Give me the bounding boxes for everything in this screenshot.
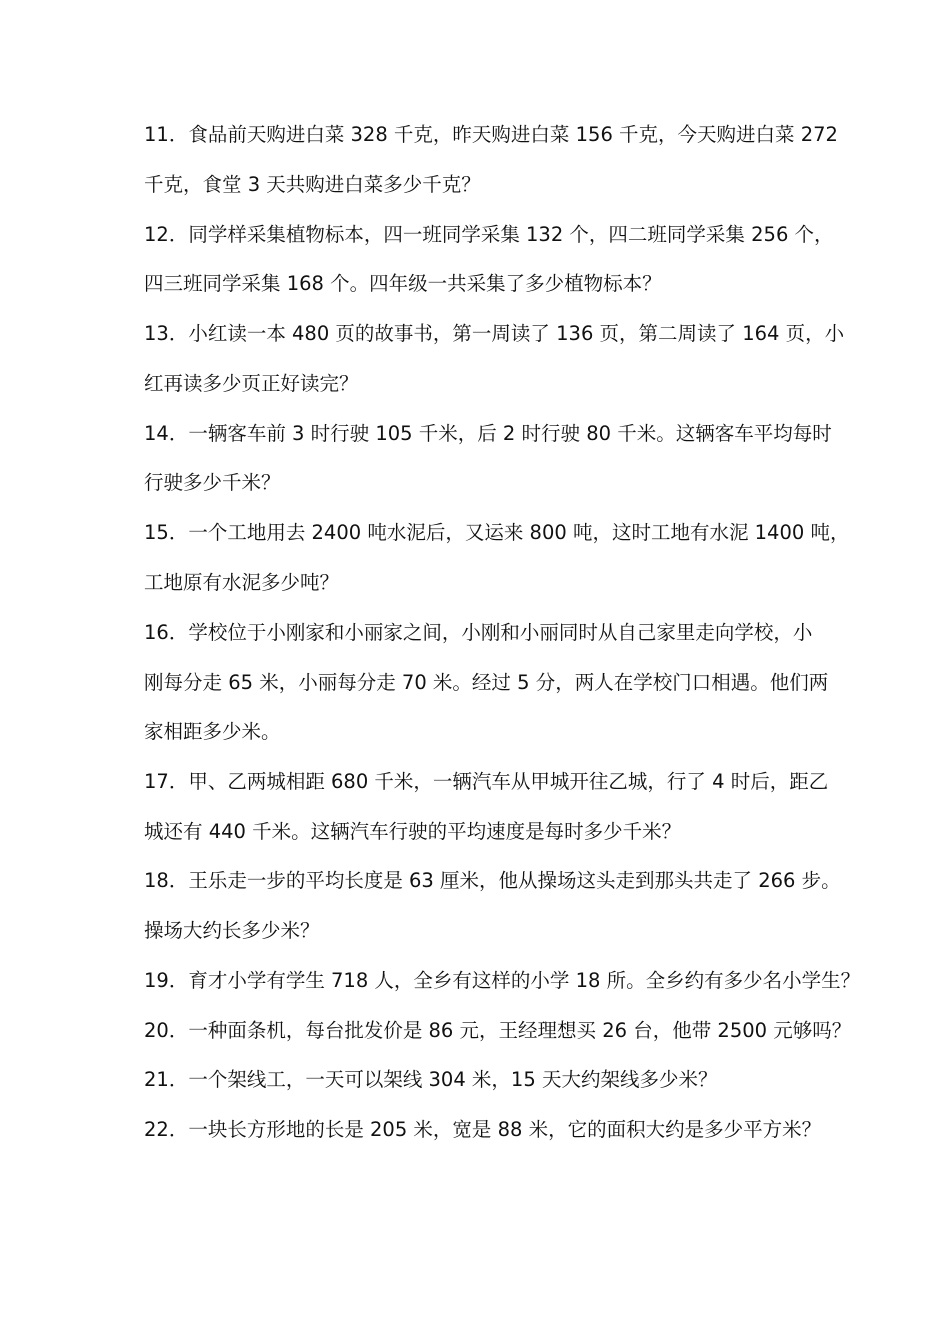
problem-line: 红再读多少页正好读完？ (144, 372, 359, 395)
problem-line: 12．同学样采集植物标本，四一班同学采集 132 个，四二班同学采集 256 个， (144, 223, 834, 246)
problem-line: 22．一块长方形地的长是 205 米，宽是 88 米，它的面积大约是多少平方米？ (144, 1118, 822, 1141)
problem-line: 14．一辆客车前 3 时行驶 105 千米，后 2 时行驶 80 千米。这辆客车平均每时 (144, 422, 832, 445)
problem-line: 行驶多少千米？ (144, 471, 281, 494)
problem-line: 21．一个架线工，一天可以架线 304 米，15 天大约架线多少米？ (144, 1068, 718, 1091)
problem-line: 11．食品前天购进白菜 328 千克，昨天购进白菜 156 千克，今天购进白菜 272 (144, 123, 838, 146)
problem-line: 城还有 440 千米。这辆汽车行驶的平均速度是每时多少千米？ (144, 820, 682, 843)
problem-line: 家相距多少米。 (144, 720, 281, 743)
problem-line: 19．育才小学有学生 718 人，全乡有这样的小学 18 所。全乡约有多少名小学生？ (144, 969, 861, 992)
problem-line: 15．一个工地用去 2400 吨水泥后，又运来 800 吨，这时工地有水泥 1400 吨， (144, 521, 850, 544)
problem-line: 17．甲、乙两城相距 680 千米，一辆汽车从甲城开往乙城，行了 4 时后，距乙 (144, 770, 829, 793)
problem-line: 工地原有水泥多少吨？ (144, 571, 340, 594)
problem-line: 20．一种面条机，每台批发价是 86 元，王经理想买 26 台，他带 2500 元够吗？ (144, 1019, 852, 1042)
problem-line: 四三班同学采集 168 个。四年级一共采集了多少植物标本？ (144, 272, 662, 295)
problem-line: 13．小红读一本 480 页的故事书，第一周读了 136 页，第二周读了 164 页，小 (144, 322, 845, 345)
problem-line: 千克，食堂 3 天共购进白菜多少千克？ (144, 173, 481, 196)
problem-line: 刚每分走 65 米，小丽每分走 70 米。经过 5 分，两人在学校门口相遇。他们两 (144, 671, 829, 694)
problem-line: 18．王乐走一步的平均长度是 63 厘米，他从操场这头走到那头共走了 266 步。 (144, 869, 841, 892)
problem-line: 16．学校位于小刚家和小丽家之间，小刚和小丽同时从自己家里走向学校，小 (144, 621, 813, 644)
problem-line: 操场大约长多少米？ (144, 919, 320, 942)
